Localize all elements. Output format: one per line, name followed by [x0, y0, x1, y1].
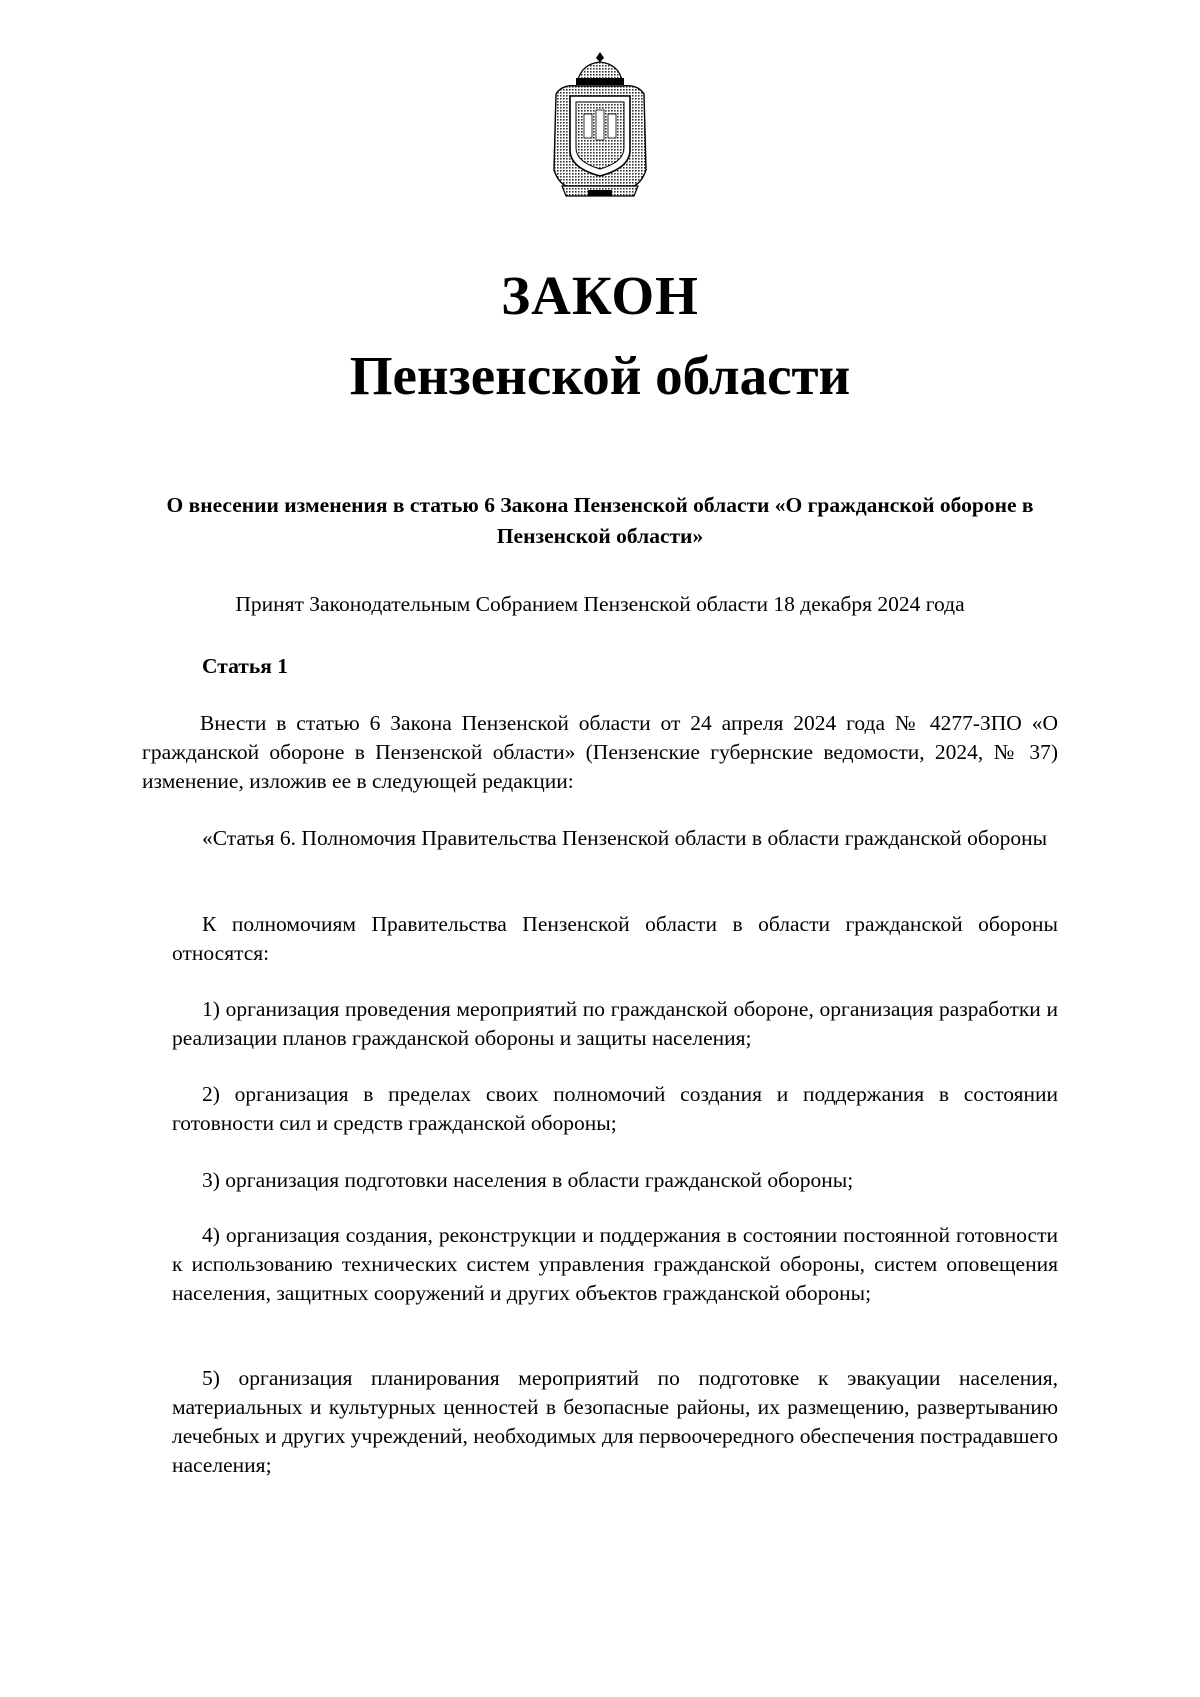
article-label: Статья 1 — [202, 654, 288, 678]
list-item: 1) организация проведения мероприятий по гражданской обороне, организация разработки и реализации планов гражданской обороны и защиты населения; — [172, 997, 1058, 1050]
document-title: ЗАКОН — [501, 265, 699, 326]
paragraph-quoted-article-title: «Статья 6. Полномочия Правительства Пензенской области в области гражданской обороны — [202, 826, 1048, 850]
list-item: 2) организация в пределах своих полномочий создания и поддержания в состоянии готовности сил и средств гражданской обороны; — [172, 1082, 1058, 1135]
paragraph-amendment: Внести в статью 6 Закона Пензенской области от 24 апреля 2024 года № 4277-ЗПО «О гражданской обороне в Пензенской области» (Пензенские губернские ведомости, 2024, № 37) изменение, изложив ее в следующей редакции: — [142, 711, 1058, 793]
list-item: 5) организация планирования мероприятий по подготовке к эвакуации населения, материальных и культурных ценностей в безопасные районы, их размещению, развертыванию лечебных и других учреждений, необходимых для первоочередного обеспечения пострадавшего населения; — [172, 1366, 1058, 1477]
law-heading: О внесении изменения в статью 6 Закона Пензенской области «О гражданской обороне в Пензенской области» — [166, 493, 1034, 548]
document-region-title: Пензенской области — [349, 345, 851, 406]
coat-of-arms-icon — [548, 50, 652, 200]
adoption-note: Принят Законодательным Собранием Пензенской области 18 декабря 2024 года — [235, 592, 965, 616]
list-item: 3) организация подготовки населения в области гражданской обороны; — [202, 1168, 854, 1192]
list-item: 4) организация создания, реконструкции и поддержания в состоянии постоянной готовности к использованию технических систем управления гражданской обороны, систем оповещения населения, защитных сооружений и других объектов гражданской обороны; — [172, 1223, 1058, 1305]
paragraph-powers-intro: К полномочиям Правительства Пензенской области в области гражданской обороны относятся: — [172, 912, 1058, 965]
